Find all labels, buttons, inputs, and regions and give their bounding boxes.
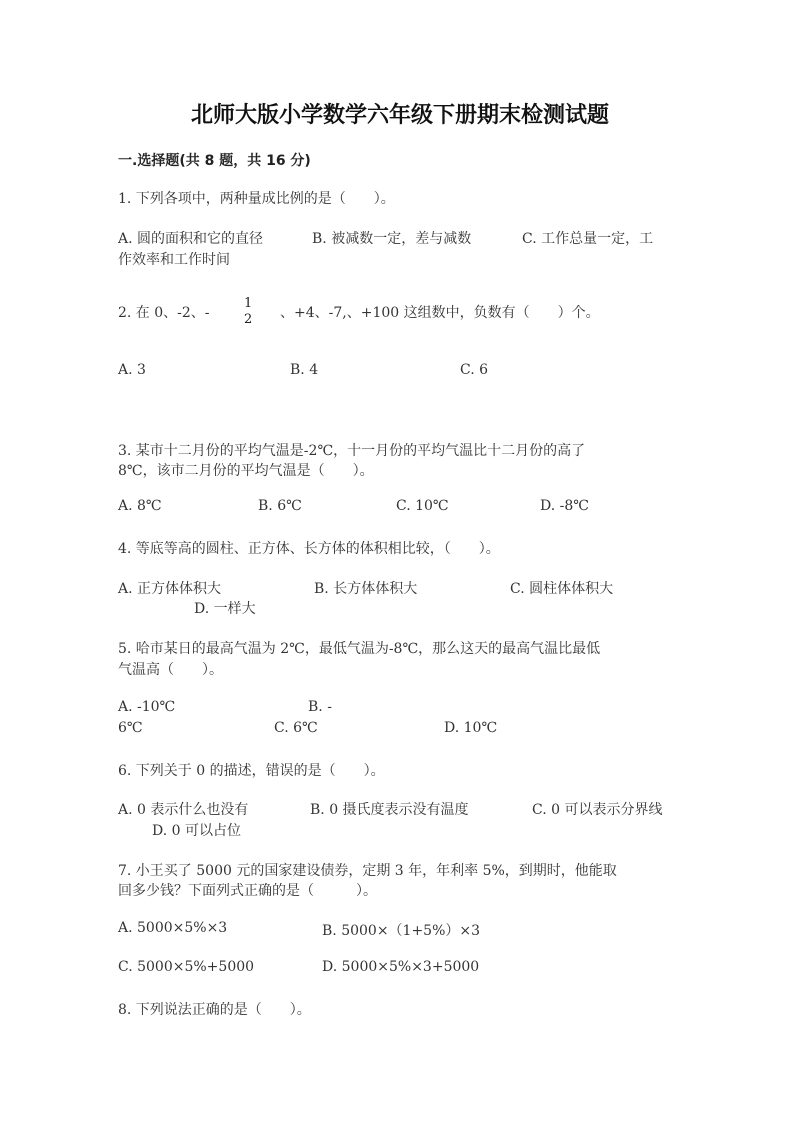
- question-7-line2: 回多少钱？下面列式正确的是（ ）。: [118, 883, 377, 899]
- q3-option-b: B. 6℃: [258, 498, 302, 514]
- q2-option-a: A. 3: [118, 362, 146, 378]
- question-3-line2: 8℃，该市二月份的平均气温是（ ）。: [118, 463, 374, 479]
- q1-option-c-cont: 作效率和工作时间: [118, 252, 230, 268]
- question-2-end: 、+4、-7,、+100 这组数中，负数有（ ）个。: [280, 305, 600, 321]
- q1-option-a: A. 圆的面积和它的直径: [118, 231, 264, 247]
- question-5-line1: 5. 哈市某日的最高气温为 2℃，最低气温为-8℃，那么这天的最高气温比最低: [118, 641, 601, 657]
- q3-option-a: A. 8℃: [118, 498, 162, 514]
- fraction-denominator: 2: [244, 312, 253, 327]
- q7-option-b: B. 5000×（1+5%）×3: [322, 923, 481, 939]
- question-6: 6. 下列关于 0 的描述，错误的是（ ）。: [118, 763, 385, 779]
- q6-option-b: B. 0 摄氏度表示没有温度: [310, 802, 469, 818]
- question-1: 1. 下列各项中，两种量成比例的是（ ）。: [118, 191, 395, 207]
- q6-option-c: C. 0 可以表示分界线: [532, 802, 663, 818]
- question-5-line2: 气温高（ ）。: [118, 662, 223, 678]
- q5-option-b: B. -: [308, 699, 332, 715]
- q3-option-c: C. 10℃: [396, 498, 449, 514]
- q7-option-d: D. 5000×5%×3+5000: [322, 959, 480, 975]
- q7-option-a: A. 5000×5%×3: [118, 920, 228, 936]
- q4-option-c: C. 圆柱体体积大: [510, 581, 614, 597]
- q5-option-c: C. 6℃: [274, 720, 318, 736]
- question-4: 4. 等底等高的圆柱、正方体、长方体的体积相比较，（ ）。: [118, 541, 500, 557]
- fraction-one-half: [244, 296, 252, 328]
- q5-option-b-cont: 6℃: [118, 720, 143, 736]
- q5-option-a: A. -10℃: [118, 699, 176, 715]
- question-2-start: 2. 在 0、-2、-: [118, 305, 210, 321]
- q4-option-b: B. 长方体体积大: [314, 581, 418, 597]
- q5-option-d: D. 10℃: [444, 720, 498, 736]
- q2-option-b: B. 4: [290, 362, 319, 378]
- question-3-line1: 3. 某市十二月份的平均气温是-2℃，十一月份的平均气温比十二月份的高了: [118, 443, 586, 459]
- q4-option-d: D. 一样大: [194, 601, 256, 617]
- q1-option-c: C. 工作总量一定，工: [522, 231, 654, 247]
- page-title: 北师大版小学数学六年级下册期末检测试题: [190, 103, 609, 128]
- q2-option-c: C. 6: [460, 362, 489, 378]
- section-heading: 一.选择题(共 8 题，共 16 分): [118, 153, 311, 169]
- question-7-line1: 7. 小王买了 5000 元的国家建设债券，定期 3 年，年利率 5%，到期时，他能取: [118, 863, 617, 879]
- q3-option-d: D. -8℃: [540, 498, 589, 514]
- q6-option-d: D. 0 可以占位: [152, 823, 241, 839]
- fraction-numerator: 1: [244, 296, 253, 311]
- q7-option-c: C. 5000×5%+5000: [118, 959, 255, 975]
- q4-option-a: A. 正方体体积大: [118, 581, 222, 597]
- q6-option-a: A. 0 表示什么也没有: [118, 802, 249, 818]
- question-8: 8. 下列说法正确的是（ ）。: [118, 1002, 311, 1018]
- q1-option-b: B. 被减数一定，差与减数: [312, 231, 472, 247]
